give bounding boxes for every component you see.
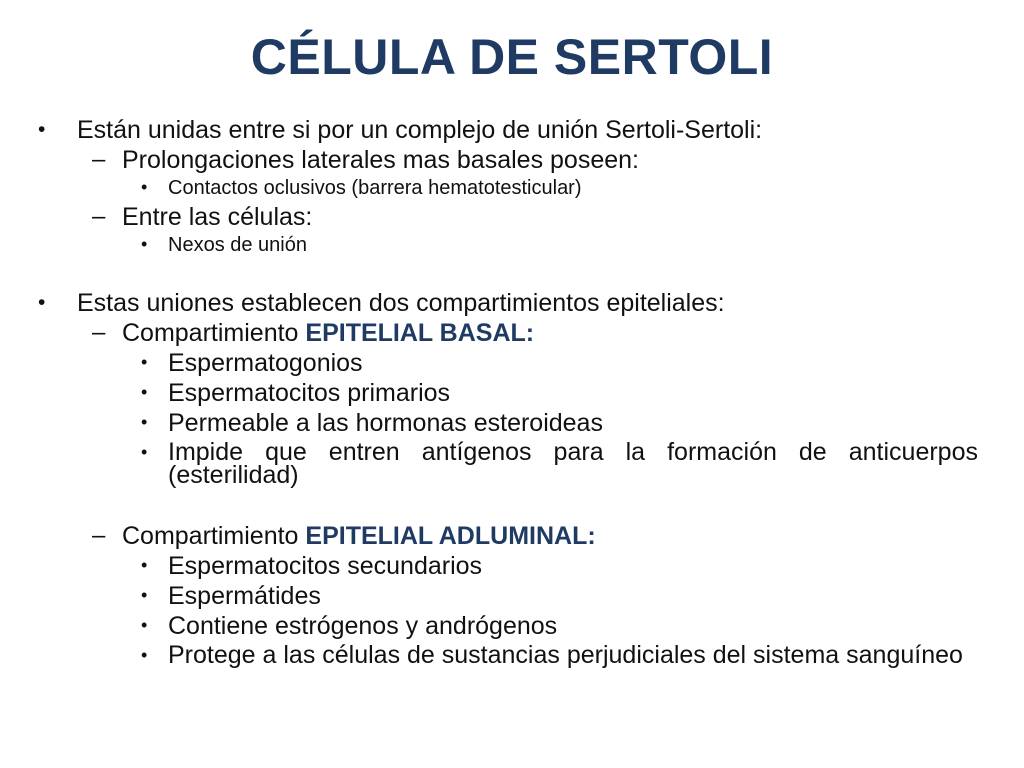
section1-sub1-item: Contactos oclusivos (barrera hematotesticular) — [168, 177, 582, 199]
section1-sub1-label: Prolongaciones laterales mas basales poseen: — [122, 146, 639, 174]
bullet-level3: • — [141, 234, 148, 254]
dash-level2: – — [92, 319, 106, 346]
section1-sub2-item: Nexos de unión — [168, 234, 307, 256]
adluminal-highlight: EPITELIAL ADLUMINAL: — [305, 522, 596, 550]
slide-title: CÉLULA DE SERTOLI — [250, 29, 774, 85]
bullet-level3: • — [141, 177, 148, 197]
basal-item: Espermatocitos primarios — [168, 379, 451, 407]
section2-heading: Estas uniones establecen dos compartimientos epiteliales: — [77, 289, 725, 317]
basal-compartment-label — [122, 319, 534, 348]
bullet-level1: • — [38, 118, 46, 141]
adluminal-item: Protege a las células de sustancias perjudiciales del sistema sanguíneo — [168, 641, 963, 669]
dash-level2: – — [92, 146, 106, 173]
basal-item: Permeable a las hormonas esteroideas — [168, 409, 603, 437]
bullet-level3: • — [141, 352, 148, 372]
bullet-level1: • — [38, 291, 46, 314]
dash-level2: – — [92, 203, 106, 230]
bullet-level3: • — [141, 585, 148, 605]
adluminal-item: Espermátides — [168, 582, 321, 610]
basal-highlight: EPITELIAL BASAL: — [305, 319, 535, 347]
basal-prefix: Compartimiento — [122, 319, 306, 347]
bullet-level3: • — [141, 645, 148, 665]
dash-level2: – — [92, 522, 106, 549]
bullet-level3: • — [141, 382, 148, 402]
basal-item: Impide que entren antígenos para la formación de anticuerpos (esterilidad) — [168, 438, 978, 489]
basal-item: Espermatogonios — [168, 349, 363, 377]
bullet-level3: • — [141, 555, 148, 575]
bullet-level3: • — [141, 442, 148, 462]
section1-sub2-label: Entre las células: — [122, 203, 313, 231]
bullet-level3: • — [141, 615, 148, 635]
adluminal-item: Contiene estrógenos y andrógenos — [168, 612, 558, 640]
section1-heading: Están unidas entre si por un complejo de unión Sertoli-Sertoli: — [77, 116, 763, 144]
bullet-level3: • — [141, 412, 148, 432]
adluminal-compartment-label — [122, 522, 596, 551]
adluminal-item: Espermatocitos secundarios — [168, 552, 483, 580]
adluminal-prefix: Compartimiento — [122, 522, 306, 550]
